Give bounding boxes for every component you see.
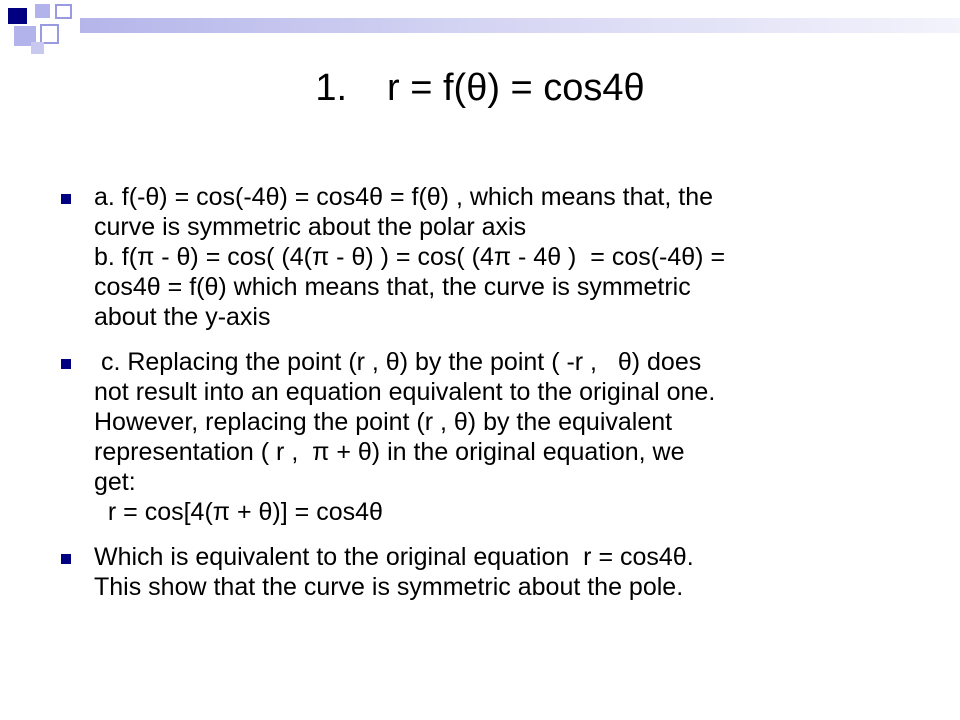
decor-square [40, 24, 59, 44]
text-line: representation ( r , π + θ) in the original equation, we [94, 438, 685, 466]
bullet-list [58, 182, 908, 617]
text-line: get: [94, 468, 136, 496]
text-line: a. f(-θ) = cos(-4θ) = cos4θ = f(θ) , which means that, the [94, 183, 714, 211]
text-line: This show that the curve is symmetric about the pole. [94, 573, 684, 601]
bullet-item-pole-replacement [58, 347, 908, 527]
slide-title [0, 66, 960, 110]
text-line: b. f(π - θ) = cos( (4(π - θ) ) = cos( (4π - 4θ ) = cos(-4θ) = [94, 243, 726, 271]
decor-square [31, 42, 44, 54]
text-line: c. Replacing the point (r , θ) by the point ( -r , θ) does [94, 348, 702, 376]
title-number: 1. [315, 67, 348, 109]
text-line: curve is symmetric about the polar axis [94, 213, 527, 241]
decor-square [8, 8, 27, 24]
bullet-item-conclusion [58, 542, 908, 602]
header-gradient-bar [80, 18, 960, 33]
title-equation: r = f(θ) = cos4θ [387, 67, 645, 109]
decor-square [55, 4, 72, 19]
text-line: cos4θ = f(θ) which means that, the curve is symmetric [94, 273, 691, 301]
square-bullet-icon [61, 554, 71, 564]
text-line: r = cos[4(π + θ)] = cos4θ [94, 498, 383, 526]
text-line: Which is equivalent to the original equation r = cos4θ. [94, 543, 694, 571]
square-bullet-icon [61, 194, 71, 204]
decor-square [35, 4, 50, 18]
square-bullet-icon [61, 359, 71, 369]
bullet-item-symmetry-axes [58, 182, 908, 332]
text-line: about the y-axis [94, 303, 271, 331]
text-line: not result into an equation equivalent to the original one. [94, 378, 716, 406]
text-line: However, replacing the point (r , θ) by the equivalent [94, 408, 673, 436]
